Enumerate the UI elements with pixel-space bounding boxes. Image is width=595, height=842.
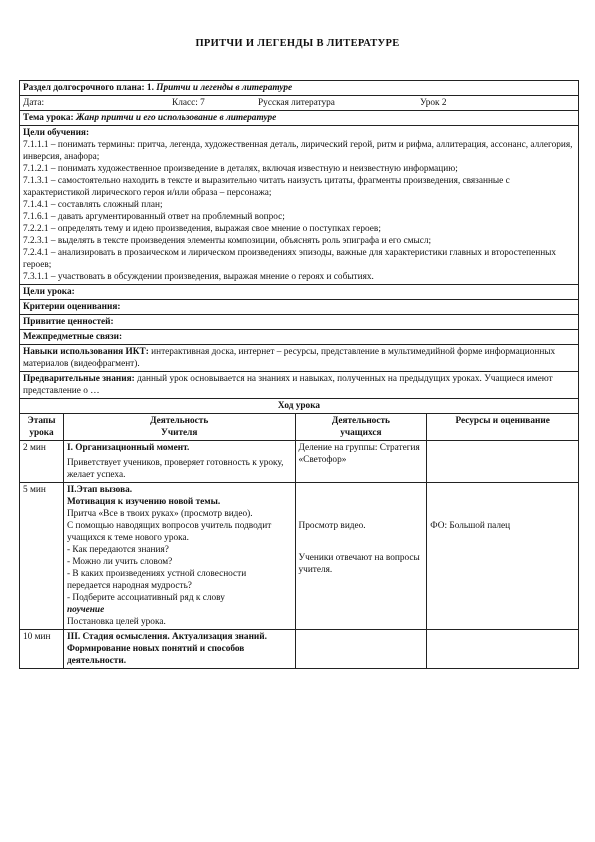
question-item: - Подберите ассоциативный ряд к слову — [66, 593, 225, 603]
ict-label: Навыки использования ИКТ: — [23, 347, 149, 357]
section-value: Притчи и легенды в литературе — [156, 83, 293, 93]
students-activity: Деление на группы: Стратегия «Светофор» — [295, 441, 427, 483]
interdisciplinary-row: Межпредметные связи: — [20, 330, 579, 345]
lesson-goals-row: Цели урока: — [20, 285, 579, 300]
ict-value: интерактивная доска, интернет – ресурсы, представление в мультимедийной форме информационных материалов (видеофрагмент). — [23, 347, 556, 369]
section-row — [20, 81, 579, 96]
stage-title: I. Организационный момент. — [66, 443, 190, 453]
stages-header: Этапы урока — [20, 414, 64, 441]
stage-title: III. Стадия осмысления. Актуализация знаний. Формирование новых понятий и способов деятельности. — [63, 630, 295, 669]
criteria-row: Критерии оценивания: — [20, 300, 579, 315]
teacher-activity — [63, 441, 295, 483]
students-activity — [295, 630, 427, 669]
subject-label: Русская литература — [258, 98, 335, 108]
goal-item: 7.2.4.1 – анализировать в прозаическом и лирическом произведениях эпизоды, важные для характеристики главных и второстепенных героев; — [23, 248, 557, 270]
goal-item: 7.2.3.1 – выделять в тексте произведения элементы композиции, объяснять роль эпиграфа и его смысл; — [23, 236, 432, 246]
stage-time: 10 мин — [20, 630, 64, 669]
stage-title: II.Этап вызова. — [66, 485, 133, 495]
resources-cell — [427, 441, 579, 483]
teacher-activity-header: Деятельность Учителя — [63, 414, 295, 441]
question-item: - Можно ли учить словом? — [66, 557, 173, 567]
goal-item: 7.1.3.1 – самостоятельно находить в тексте и выразительно читать наизусть цитаты, фрагменты произведения, связанные с характеристикой лирического героя и/или образа – персонажа; — [23, 176, 510, 198]
class-label: Класс: 7 — [172, 98, 205, 108]
document-title: ПРИТЧИ И ЛЕГЕНДЫ В ЛИТЕРАТУРЕ — [195, 38, 400, 49]
question-item: - В каких произведениях устной словесности передается народная мудрость? — [66, 569, 247, 591]
prior-knowledge-row — [20, 372, 579, 399]
goals-cell — [20, 126, 579, 285]
video-text: Притча «Все в твоих руках» (просмотр видео). — [66, 509, 253, 519]
ict-row — [20, 345, 579, 372]
stage-time: 5 мин — [20, 483, 64, 630]
goal-item: 7.1.4.1 – составлять сложный план; — [23, 200, 163, 210]
stage-row-comprehension — [20, 630, 579, 669]
goal-item: 7.1.2.1 – понимать художественное произведение в деталях, включая известную и неизвестную информацию; — [23, 164, 458, 174]
teacher-activity — [63, 483, 295, 630]
lesson-stages-table — [19, 413, 579, 669]
date-label: Дата: — [23, 98, 45, 108]
lesson-course-heading: Ход урока — [20, 399, 579, 414]
topic-label: Тема урока: — [23, 113, 74, 123]
section-number: 1. — [146, 83, 154, 93]
question-item: - Как передаются знания? — [66, 545, 169, 555]
lesson-number: Урок 2 — [420, 98, 447, 108]
goal-item: 7.1.6.1 – давать аргументированный ответ на проблемный вопрос; — [23, 212, 285, 222]
students-text: Ученики отвечают на вопросы учителя. — [298, 553, 420, 575]
stage-row-challenge — [20, 483, 579, 630]
values-row: Привитие ценностей: — [20, 315, 579, 330]
resources-cell — [427, 630, 579, 669]
assessment-text: ФО: Большой палец — [430, 521, 511, 531]
resources-header: Ресурсы и оценивание — [427, 414, 579, 441]
prior-knowledge-label: Предварительные знания: — [23, 374, 135, 384]
lesson-plan-table — [19, 80, 579, 669]
goal-item: 7.1.1.1 – понимать термины: притча, легенда, художественная деталь, лирический герой, ритм и рифма, аллитерация, ассонанс, аллегория, инверсия, анафора; — [23, 140, 573, 162]
stage-row-organization — [20, 441, 579, 483]
topic-value: Жанр притчи и его использование в литературе — [75, 113, 277, 123]
goal-item: 7.3.1.1 – участвовать в обсуждении произведения, выражая мнение о героях и событиях. — [23, 272, 374, 282]
intro-text: С помощью наводящих вопросов учитель подводит учащихся к теме нового урока. — [66, 521, 272, 543]
question-keyword: поучение — [66, 605, 105, 615]
prior-knowledge-value: данный урок основывается на знаниях и навыках, полученных на предыдущих уроках. Учащиеся имеют представление о … — [23, 374, 553, 396]
lesson-plan-header-table — [19, 80, 579, 414]
stage-time: 2 мин — [20, 441, 64, 483]
topic-row — [20, 111, 579, 126]
stage-text: Приветствует учеников, проверяет готовность к уроку, желает успеха. — [66, 458, 284, 480]
students-activity — [295, 483, 427, 630]
section-label: Раздел долгосрочного плана: — [23, 83, 145, 93]
date-row — [20, 96, 579, 111]
students-activity-header: Деятельность учащихся — [295, 414, 427, 441]
motivation-text: Мотивация к изучению новой темы. — [66, 497, 221, 507]
resources-cell — [427, 483, 579, 630]
goal-setting-text: Постановка целей урока. — [66, 617, 166, 627]
goals-label: Цели обучения: — [23, 128, 90, 138]
students-text: Просмотр видео. — [298, 521, 366, 531]
goal-item: 7.2.2.1 – определять тему и идею произведения, выражая свое мнение о поступках героев; — [23, 224, 381, 234]
stages-header-row — [20, 414, 579, 441]
